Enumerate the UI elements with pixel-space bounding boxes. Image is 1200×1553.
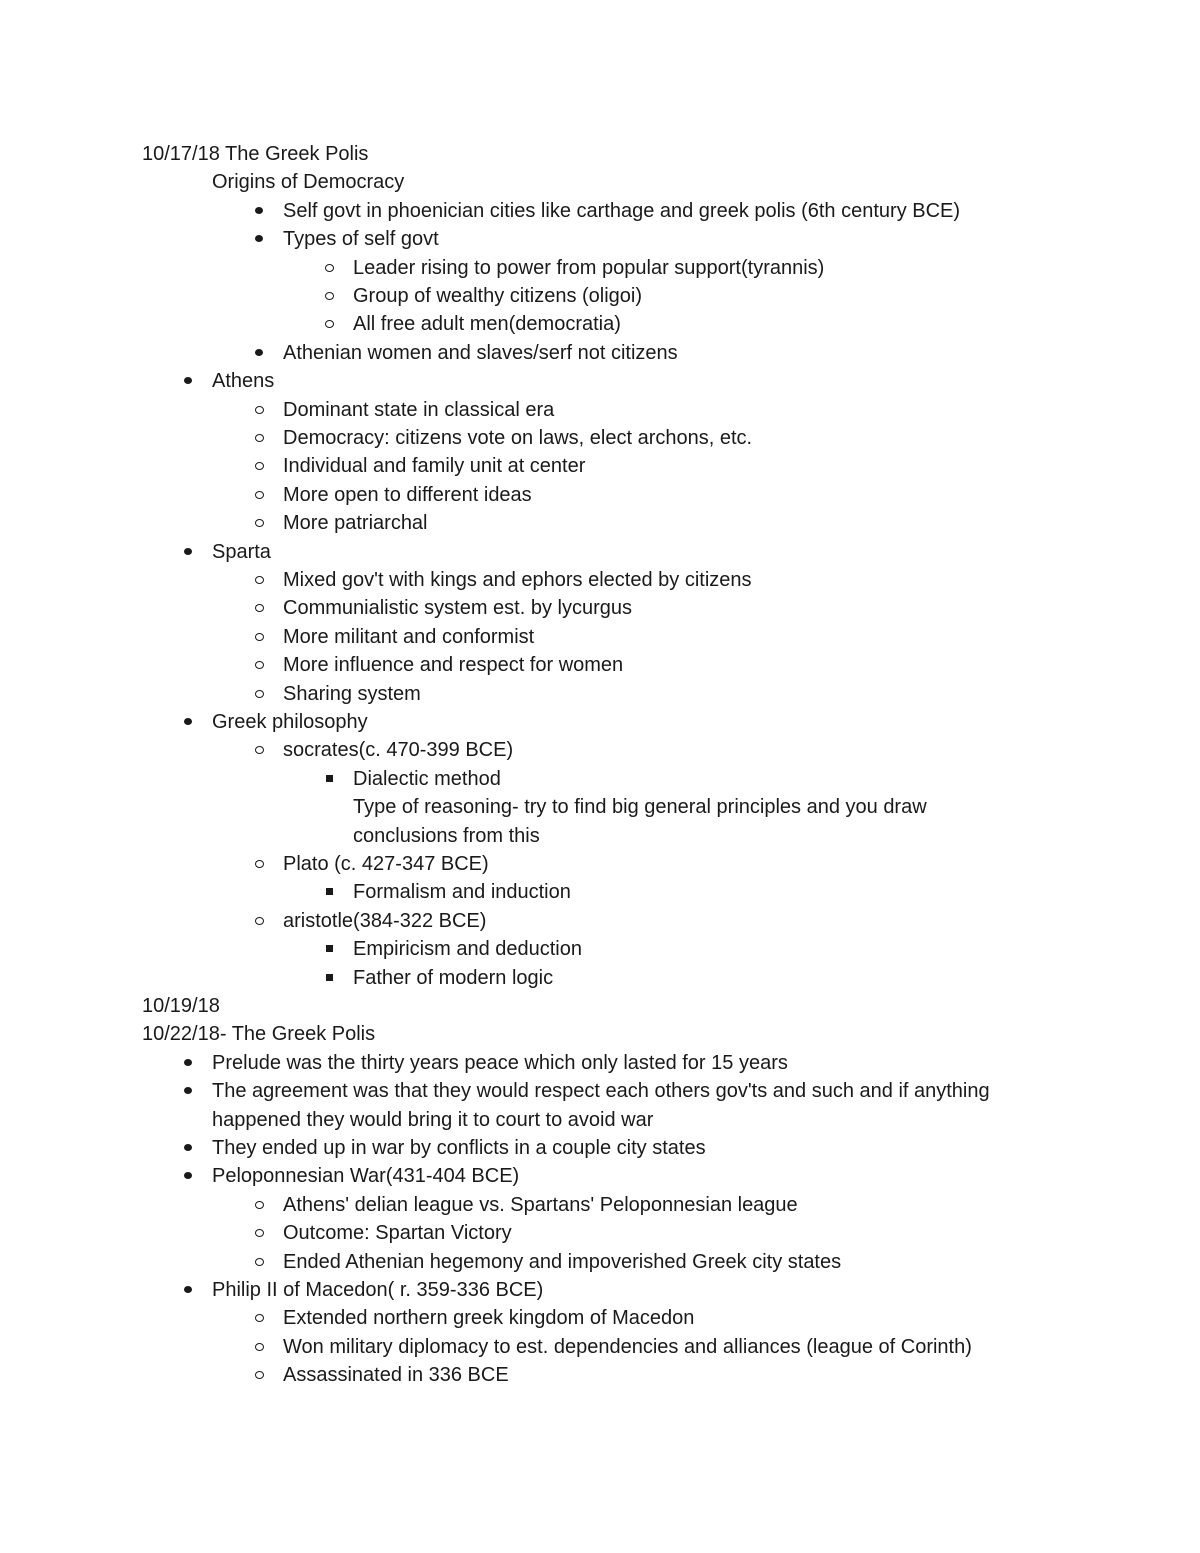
bullet-disc-icon [178,1164,198,1188]
outline-item: Communialistic system est. by lycurgus [283,597,632,619]
outline-item: They ended up in war by conflicts in a couple city states [212,1137,706,1159]
section-heading: 10/17/18 The Greek Polis [142,143,369,165]
outline-item: Athenian women and slaves/serf not citizens [283,342,678,364]
outline-item: Outcome: Spartan Victory [283,1222,512,1244]
bullet-disc-icon [178,710,198,734]
bullet-circle-icon [249,1335,269,1359]
outline-item: Types of self govt [283,228,439,250]
bullet-circle-icon [249,1363,269,1387]
outline-item: Dialectic method [353,768,501,790]
bullet-circle-icon [249,1221,269,1245]
outline-item: Ended Athenian hegemony and impoverished Greek city states [283,1251,842,1273]
outline-item: Peloponnesian War(431-404 BCE) [212,1165,520,1187]
outline-item: socrates(c. 470-399 BCE) [283,739,514,761]
outline-item: Extended northern greek kingdom of Macedon [283,1307,695,1329]
outline-item: Democracy: citizens vote on laws, elect archons, etc. [283,427,753,449]
bullet-square-icon [319,966,339,990]
outline-item: Greek philosophy [212,711,368,733]
outline-item: More militant and conformist [283,626,535,648]
outline-item: conclusions from this [353,825,540,847]
outline-item: Self govt in phoenician cities like carthage and greek polis (6th century BCE) [283,200,961,222]
bullet-circle-icon [249,483,269,507]
outline-item: Formalism and induction [353,881,571,903]
section-heading: 10/19/18 [142,995,220,1017]
outline-item: Athens' delian league vs. Spartans' Peloponnesian league [283,1194,798,1216]
bullet-circle-icon [249,1306,269,1330]
outline-item: The agreement was that they would respect each others gov'ts and such and if anything [212,1080,990,1102]
bullet-circle-icon [249,653,269,677]
outline-item: All free adult men(democratia) [353,313,621,335]
outline-item: Individual and family unit at center [283,455,586,477]
bullet-square-icon [319,880,339,904]
bullet-disc-icon [178,1278,198,1302]
bullet-circle-icon [249,511,269,535]
outline-item: More open to different ideas [283,484,532,506]
bullet-disc-icon [249,341,269,365]
bullet-disc-icon [249,199,269,223]
bullet-circle-icon [249,1250,269,1274]
bullet-disc-icon [178,1051,198,1075]
bullet-disc-icon [178,1079,198,1103]
outline-item: Father of modern logic [353,967,554,989]
outline-item: Philip II of Macedon( r. 359-336 BCE) [212,1279,544,1301]
outline-item: Leader rising to power from popular support(tyrannis) [353,257,825,279]
bullet-square-icon [319,937,339,961]
outline-item: Empiricism and deduction [353,938,582,960]
bullet-circle-icon [249,398,269,422]
outline-item: Dominant state in classical era [283,399,555,421]
outline-item: aristotle(384-322 BCE) [283,910,487,932]
outline-item: Won military diplomacy to est. dependencies and alliances (league of Corinth) [283,1336,972,1358]
outline-item: Athens [212,370,275,392]
section-heading: 10/22/18- The Greek Polis [142,1023,376,1045]
bullet-square-icon [319,767,339,791]
outline-item: Group of wealthy citizens (oligoi) [353,285,643,307]
bullet-circle-icon [319,284,339,308]
outline-item: Sharing system [283,683,421,705]
bullet-circle-icon [249,738,269,762]
outline-item: Prelude was the thirty years peace which only lasted for 15 years [212,1052,788,1074]
outline-item: Mixed gov't with kings and ephors elected by citizens [283,569,752,591]
bullet-circle-icon [319,256,339,280]
bullet-circle-icon [249,909,269,933]
bullet-circle-icon [249,596,269,620]
bullet-circle-icon [249,454,269,478]
bullet-circle-icon [249,568,269,592]
outline-item: More patriarchal [283,512,428,534]
bullet-disc-icon [249,227,269,251]
outline-item: Origins of Democracy [212,171,405,193]
bullet-disc-icon [178,540,198,564]
bullet-circle-icon [319,312,339,336]
bullet-circle-icon [249,625,269,649]
outline-item: Assassinated in 336 BCE [283,1364,509,1386]
bullet-circle-icon [249,852,269,876]
bullet-circle-icon [249,426,269,450]
bullet-circle-icon [249,1193,269,1217]
outline-item: happened they would bring it to court to avoid war [212,1109,654,1131]
bullet-circle-icon [249,682,269,706]
outline-item: More influence and respect for women [283,654,624,676]
outline-item: Type of reasoning- try to find big general principles and you draw [353,796,927,818]
bullet-disc-icon [178,1136,198,1160]
outline-item: Sparta [212,541,271,563]
outline-item: Plato (c. 427-347 BCE) [283,853,489,875]
bullet-disc-icon [178,369,198,393]
